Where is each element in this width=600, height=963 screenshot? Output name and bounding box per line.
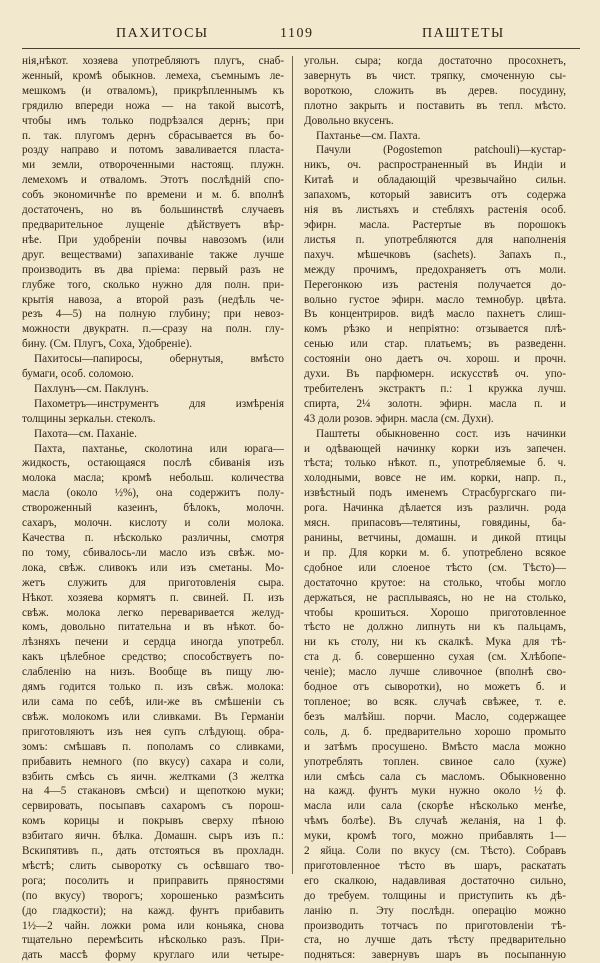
text-line: духи. Въ парфюмерн. искусствѣ оч. упо- xyxy=(304,368,566,381)
text-line: достаточно крутое: на столько, чтобы могло xyxy=(304,576,566,589)
page-number: 1109 xyxy=(280,26,314,41)
text-line: масла (около ½%), она содержитъ полу- xyxy=(22,487,284,500)
header-left-keyword: ПАХИТОСЫ xyxy=(116,26,209,41)
text-line: п. так. плугомъ дернъ сбрасывается въ бо- xyxy=(22,129,284,142)
text-line: (до гладкости); на кажд. фунтъ прибавить xyxy=(22,904,284,917)
text-line: нѣе. При удобреніи почвы навозомъ (или xyxy=(22,233,284,246)
left-column xyxy=(22,54,284,962)
text-line: слабленію на низъ. Вообще въ пищу лю- xyxy=(22,666,284,679)
right-column xyxy=(304,54,566,962)
text-line: взбить смѣсь съ яичн. желтками (3 желтка xyxy=(22,770,284,783)
text-line: рога; посолить и приправить пряностями xyxy=(22,874,284,887)
text-line: зомъ: смѣшавъ п. пополамъ со сливками, xyxy=(22,740,284,753)
text-line: ни къ столу, ни къ скалкѣ. Мука для тѣ- xyxy=(304,636,566,649)
text-line: муки, кромѣ того, можно прибавлять 1— xyxy=(304,830,566,843)
text-line: чтобы крошиться. Хорошо приготовленное xyxy=(304,606,566,619)
text-line: никъ, оч. распространенный въ Индіи и xyxy=(304,159,566,172)
text-line: чтобы имъ только подрѣзался дернъ; при xyxy=(22,114,284,127)
text-line: рога. Начинка дѣлается изъ различн. рода xyxy=(304,502,566,515)
text-line: Паштеты обыкновенно сост. изъ начинки xyxy=(316,427,566,440)
text-line: чѣмъ болѣе). Въ случаѣ желанія, на 1 ф. xyxy=(304,815,566,828)
running-header xyxy=(24,26,578,46)
text-line: на кажд. фунтъ муки нужно около ½ ф. xyxy=(304,785,566,798)
text-line: жетъ служить для приготовленія сыра. xyxy=(22,576,284,589)
text-line: можности двукратн. п.—сразу на полн. глу- xyxy=(22,323,284,336)
text-line: глубже того, сколько нужно для полн. при- xyxy=(22,278,284,291)
text-line: или смѣсь сала съ масломъ. Обыкновенно xyxy=(304,770,566,783)
text-line: мешкомъ (и отваломъ), прикрѣпленнымъ къ xyxy=(22,84,284,97)
text-line: между прочимъ, предохраняетъ отъ моли. xyxy=(304,263,566,276)
text-line: достаточенъ, но въ большинствѣ случаевъ xyxy=(22,204,284,217)
text-line: створоженный казеинъ, бѣлокъ, молочн. xyxy=(22,502,284,515)
text-line: какъ цѣлебное средство; способствуетъ по- xyxy=(22,651,284,664)
text-line: на 4—5 стакановъ смѣси) и щепоткою муки; xyxy=(22,785,284,798)
text-line: тѣста; только нѣкот. п., употребляемые б. ч. xyxy=(304,457,566,470)
text-line: комъ рѣзко и непріятно: отзывается плѣ- xyxy=(304,323,566,336)
text-line: ста д. б. совершенно сухая (см. Хлѣбопе- xyxy=(304,651,566,664)
text-line: ста, но лучше дать тѣсту предварительно xyxy=(304,934,566,947)
text-line: друг. веществами) запахиваніе также лучше xyxy=(22,248,284,261)
text-line: свѣж. молокомъ или сливками. Въ Германіи xyxy=(22,710,284,723)
text-line: 1½—2 чайн. ложки рома или коньяка, снова xyxy=(22,919,284,932)
text-line: подняться: завернувъ шаръ въ посыпанную xyxy=(304,949,566,962)
text-line: состояніи оно даетъ оч. хорош. и прочн. xyxy=(304,353,566,366)
text-line: Вскипятивъ п., дать отстояться въ прохладн. xyxy=(22,845,284,858)
text-line: и одѣвающей начинку корки изъ запечен. xyxy=(304,442,566,455)
text-line: ранины, ветчины, домашн. и дикой птицы xyxy=(304,532,566,544)
text-line: мѣстѣ; слить сыворотку съ осѣвшаго тво- xyxy=(22,859,284,872)
text-line: завернуть въ чист. тряпку, смоченную сы- xyxy=(304,69,566,82)
text-line: и пр. Для корки м. б. употреблено всякое xyxy=(304,546,566,559)
text-line: Пахота—см. Пахaніе. xyxy=(34,427,137,440)
text-line: бодное отъ сыворотки), но можетъ б. и xyxy=(304,681,566,694)
text-line: жидкость, остающаяся послѣ сбиванія изъ xyxy=(22,457,284,470)
text-line: производить въ два пріема: первый разъ не xyxy=(22,263,284,276)
text-line: Пахлунъ—см. Паклунъ. xyxy=(34,382,149,395)
text-line: Пахта, пахтанье, сколотина или юрага— xyxy=(34,442,284,455)
text-line: 43 доли розов. эфирн. масла (см. Духи). xyxy=(304,412,494,425)
text-line: Китаѣ и обладающій чрезвычайно сильн. xyxy=(304,174,566,187)
text-line: вороткою, сложить въ дерев. посудину, xyxy=(304,84,566,97)
text-line: ланію п. Эту послѣдн. операцію можно xyxy=(304,904,566,917)
text-line: Пахитосы—папиросы, обернутыя, вмѣсто xyxy=(34,353,284,366)
text-line: Въ концентриров. видѣ масло пахнетъ слиш- xyxy=(304,308,566,321)
text-line: Пахтанье—см. Пахта. xyxy=(316,129,421,142)
text-line: розду направо и потомъ заваливается пласта- xyxy=(22,144,284,157)
text-line: производить тотчасъ по приготовленіи тѣ- xyxy=(304,919,566,932)
text-line: и затѣмъ просушено. Вмѣсто масла можно xyxy=(304,740,566,753)
text-line: собъ экономичнѣе по времени и м. б. вполнѣ xyxy=(22,189,284,202)
text-line: вольно густое эфирн. масло темнобур. цвѣта. xyxy=(304,293,566,306)
text-line: бину. (См. Плугъ, Соха, Удобреніе). xyxy=(22,338,193,351)
text-line: дямъ годится только п. изъ свѣж. молока: xyxy=(22,681,284,694)
text-line: по тому, сбивалось-ли масло изъ свѣж. мо- xyxy=(22,546,284,559)
text-line: пахуч. мѣшечковъ (sachets). Запахъ п., xyxy=(304,248,566,261)
text-line: эфирн. масла. Растертые въ порошокъ xyxy=(304,218,566,231)
text-line: взбитаго яичн. бѣлка. Домашн. сыръ изъ п.: xyxy=(22,830,284,843)
text-line: комъ корицы и покрывъ сверху пѣною xyxy=(22,815,284,828)
text-line: безъ малѣйш. порчи. Масло, содержащее xyxy=(304,710,566,723)
text-line: дать массѣ форму круглаго или четыре- xyxy=(22,949,284,962)
text-line: ми земли, отвороченными настоящ. плужн. xyxy=(22,159,284,172)
text-line: запахомъ, который зависитъ отъ содержа xyxy=(304,189,566,202)
text-line: нія въ листьяхъ и стебляхъ растенія особ. xyxy=(304,204,566,217)
text-line: приготовленное тѣсто въ шаръ, раскатать xyxy=(304,859,566,872)
text-line: 2 яйца. Соли по вкусу (см. Тѣсто). Собравъ xyxy=(304,845,566,858)
text-line: лѣзняхъ печени и сердца иногда употребл. xyxy=(22,636,284,649)
text-line: сенью или стар. платьемъ; въ разведенн. xyxy=(304,338,566,351)
text-line: Нѣкот. хозяева кормятъ п. свиней. П. изъ xyxy=(22,591,284,604)
text-line: бумаги, особ. соломою. xyxy=(22,368,134,381)
text-line: грядилю впереди ножа — на такой высотѣ, xyxy=(22,99,284,112)
text-line: свѣж. молока легко переваривается желуд- xyxy=(22,606,284,619)
text-line: листья п. употребляются для наполненія xyxy=(304,233,566,246)
text-line: предварительное лущеніе дѣйствуетъ вѣр- xyxy=(22,218,284,231)
text-line: комъ, довольно питательна и въ нѣкот. бо- xyxy=(22,621,284,634)
text-line: тѣсто не должно липнуть ни къ пальцамъ, xyxy=(304,621,566,634)
text-line: сахаръ, молочн. кислоту и соли молока. xyxy=(22,517,284,530)
text-line: лемехомъ и отваломъ. Этотъ послѣдній спо- xyxy=(22,174,284,187)
header-right-keyword: ПАШТЕТЫ xyxy=(422,26,505,41)
text-line: держаться, не расплываясь, но не на столько, xyxy=(304,591,566,604)
column-separator xyxy=(292,56,293,874)
text-line: лока, свѣж. сливокъ или изъ сметаны. Мо- xyxy=(22,561,284,574)
text-line: молока масла; кромѣ небольш. количества xyxy=(22,472,284,485)
text-line: Пахометръ—инструментъ для измѣренія xyxy=(34,397,284,410)
text-line: Довольно вкусенъ. xyxy=(304,114,394,127)
text-line: прибавить немного (по вкусу) сахара и соли, xyxy=(22,755,284,768)
text-line: ченіе); масло лучше сливочное (вполнѣ сво- xyxy=(304,666,566,679)
text-line: приготовляютъ изъ нея супъ слѣдующ. обра- xyxy=(22,725,284,738)
text-line: спирта, 2¼ золотн. эфирн. масла п. и xyxy=(304,397,566,410)
text-line: масла или сала (скорѣе нѣсколько менѣе, xyxy=(304,800,566,813)
text-line: Пачули (Pogostemon patchouli)—кустар- xyxy=(316,144,566,157)
text-line: угольн. сыра; когда достаточно просохнетъ, xyxy=(304,55,566,67)
text-line: резъ 4—5) на полную глубину; при невоз- xyxy=(22,308,284,321)
text-line: крытія навоза, а второй разъ (недѣль че- xyxy=(22,293,284,306)
text-line: нія,нѣкот. хозяева употребляютъ плугъ, снаб- xyxy=(22,55,284,67)
text-line: (по вкусу) творогъ; хорошенько размѣсить xyxy=(22,889,284,902)
text-line: извѣстный подъ именемъ Страсбургскаго пи- xyxy=(304,487,566,500)
header-rule xyxy=(22,48,580,49)
text-line: плотно закрыть и поставить въ тепл. мѣсто. xyxy=(304,99,566,112)
text-line: Качества п. нѣсколько различны, смотря xyxy=(22,532,284,544)
text-line: топленое; во всяк. случаѣ свѣжее, т. е. xyxy=(304,695,566,708)
text-line: до требуем. толщины и приступить къ дѣ- xyxy=(304,889,566,902)
text-line: употреблять топлен. свиное сало (хуже) xyxy=(304,755,566,768)
text-line: требителенъ экстрактъ п.: 1 кружка лучш. xyxy=(304,382,566,395)
text-line: соль, д. б. предварительно хорошо промыто xyxy=(304,725,566,738)
text-line: тщательно перемѣсить нѣсколько разъ. При- xyxy=(22,934,284,947)
text-line: его скалкою, надавливая достаточно сильно, xyxy=(304,874,566,887)
text-line: Перегонкою изъ растенія получается до- xyxy=(304,278,566,291)
text-line: сервировать, посыпавъ сахаромъ съ порош- xyxy=(22,800,284,813)
text-line: толщины зеркальн. стеколъ. xyxy=(22,412,156,425)
text-line: мясн. припасовъ—телятины, говядины, ба- xyxy=(304,517,566,530)
text-line: женный, кромѣ обыкнов. лемеха, съемнымъ ле- xyxy=(22,69,284,82)
text-line: холодными, вовсе не им. корки, напр. п., xyxy=(304,472,566,485)
text-line: сдобное или слоеное тѣсто (см. Тѣсто)— xyxy=(304,561,566,574)
text-line: или сама по себѣ, или-же въ смѣшеніи съ xyxy=(22,695,284,708)
